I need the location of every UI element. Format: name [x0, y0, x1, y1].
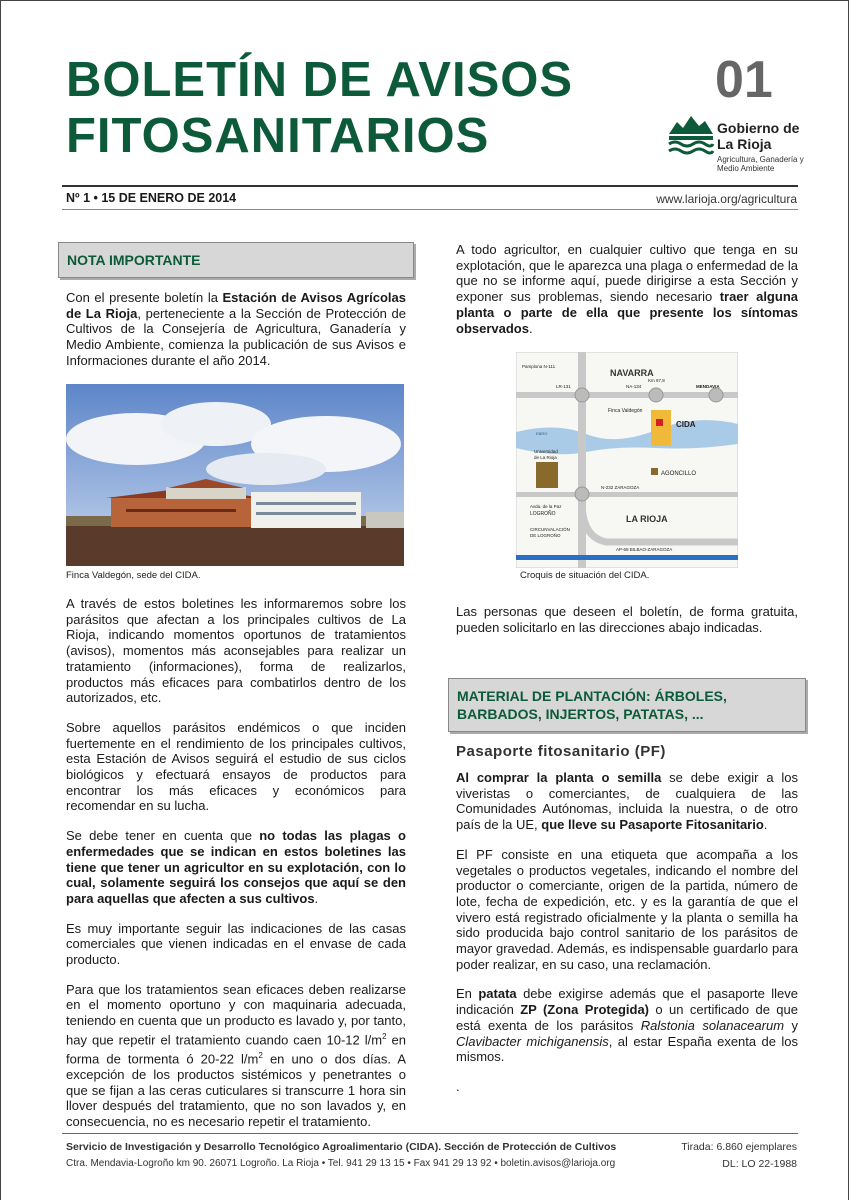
right-paragraph-5: En patata debe exigirse además que el pasaporte lleve indicación ZP (Zona Protegida) o un certificado de que está exenta de los parásitos Ralstonia solanacearum y Clavibacter michiganensis, al estar España exenta de los mismos. — [456, 986, 799, 1065]
right-intro — [456, 242, 798, 350]
title-line-2: FITOSANITARIOS — [66, 109, 490, 163]
header-divider — [62, 185, 798, 187]
bulletin-title — [66, 52, 573, 164]
cida-location-map — [516, 352, 738, 568]
left-paragraph-5: Para que los tratamientos sean eficaces deben realizarse en el momento oportuno y con maquinaria adecuada, teniendo en cuenta que un producto es lavado y, por tanto, hay que repetir el tratamiento cuando caen 10-12 $l/m^2$ en forma de tormenta ó 20-22 $l/m^2$ en uno o dos días. A excepción de los productos sistémicos y penetrantes o que se fijan a las ceras cuticulares si transcurre 1 hora sin llover después del tratamiento, que no son lavados y, en consecuencia, no es necesario repetir el tratamiento. — [66, 981, 406, 1130]
right-body — [456, 770, 798, 1109]
map-label-circunvalacion-2: DE LOGROÑO — [530, 533, 561, 538]
left-paragraph-1: A través de estos boletines les informaremos sobre los parásitos que afectan a los principales cultivos de La Rioja, indicando momentos oportunos de tratamientos (avisos), momentos más aconsejables para realizar un tratamiento (informaciones), forma de realizarlos, productos más eficaces para combatirlos dentro de los autorizados, etc. — [66, 596, 406, 706]
title-line-1: BOLETÍN DE AVISOS — [66, 53, 574, 107]
map-label-n232: N-232 ZARAGOZA — [601, 485, 640, 490]
right-paragraph-3: Al comprar la planta o semilla se debe exigir a los viveristas o comerciantes, de cualquiera de las Comunidades Autónomas, incluida la nuestra, o de otro país de la UE, que lleve su Pasaporte Fitosanitario. — [456, 770, 799, 833]
map-label-universidad-2: de La Rioja — [534, 455, 557, 460]
page-border-left — [0, 0, 1, 1200]
map-label-navarra: NAVARRA — [610, 368, 654, 378]
map-label-pamplona: Pamplona N-111 — [522, 364, 556, 369]
left-paragraph-2: Sobre aquellos parásitos endémicos o que inciden fuertemente en el rendimiento de los principales cultivos, esta Estación de Avisos seguirá el estudio de sus ciclos biológicos y efectuará ensayos de productos para encontrar los más eficaces y económicos para recomendar en su lucha. — [66, 719, 406, 814]
map-label-logrono: LOGROÑO — [530, 511, 556, 517]
right-trailing-dot: . — [456, 1078, 460, 1094]
map-label-mendavia: MENDAVIA — [696, 384, 720, 389]
footer-divider — [62, 1133, 798, 1134]
issue-number: 01 — [715, 51, 773, 109]
photo-caption: Finca Valdegón, sede del CIDA. — [66, 570, 201, 581]
website-link[interactable]: www.larioja.org/agricultura — [656, 192, 797, 206]
map-label-cida: CIDA — [676, 420, 696, 429]
left-paragraph-4: Es muy importante seguir las indicaciones de las casas comerciales que vienen indicadas en el envase de cada producto. — [66, 920, 406, 968]
logo-name: Gobierno de La Rioja — [717, 120, 800, 152]
issue-date-line: Nº 1 • 15 DE ENERO DE 2014 — [66, 191, 237, 205]
footer-service: Servicio de Investigación y Desarrollo Tecnológico Agroalimentario (CIDA). Sección de Protección de Cultivos — [66, 1141, 617, 1153]
map-label-circunvalacion-1: CIRCUNVALACIÓN — [530, 527, 570, 532]
logo-subtitle: Agricultura, Ganadería y Medio Ambiente — [717, 155, 804, 173]
intro-paragraph: Con el presente boletín la Estación de Avisos Agrícolas de La Rioja, perteneciente a la Sección de Protección de Cultivos de la Consejería de Agricultura, Ganadería y Medio Ambiente, comienza la publicación de sus Avisos e Informaciones durante el año 2014. — [66, 290, 406, 368]
left-body — [66, 596, 406, 1144]
right-paragraph-2: Las personas que deseen el boletín, de forma gratuita, pueden solicitarlo en las direcciones abajo indicadas. — [456, 604, 798, 635]
page-border-top — [0, 0, 849, 1]
map-label-km: Km 87,8 — [648, 378, 665, 383]
material-plantacion-heading: MATERIAL DE PLANTACIÓN: ÁRBOLES, BARBADOS, INJERTOS, PATATAS, ... — [448, 678, 806, 732]
header-divider-thin — [62, 209, 798, 210]
map-label-ebro: EBRO — [536, 431, 548, 436]
right-paragraph-4: El PF consiste en una etiqueta que acompaña a los vegetales o productos vegetales, indicando el nombre del productor o comerciante, origen de la partida, número de lote, fecha de expedición, etc. y es la garantía de que el vivero está registrado oficialmente y la planta o semilla ha sido producida bajo control sanitario de los parásitos de mayor gravedad. Además, es indispensable guardarlo para poder realizar, en su caso, una reclamación. — [456, 846, 798, 972]
left-paragraph-3: Se debe tener en cuenta que no todas las plagas o enfermedades que se indican en estos boletines las tiene que tener un agricultor en su explotación, con lo cual, solamente seguirá los consejos que aquí se den para aquellas que afecten a sus cultivos. — [66, 828, 406, 906]
map-label-la-rioja: LA RIOJA — [626, 514, 668, 524]
footer-contact: Ctra. Mendavia-Logroño km 90. 26071 Logroño. La Rioja • Tel. 941 29 13 15 • Fax 941 29 13 92 • boletin.avisos@larioja.org — [66, 1158, 616, 1169]
rioja-emblem-icon — [667, 112, 715, 160]
gobierno-la-rioja-logo — [667, 112, 804, 182]
map-caption: Croquis de situación del CIDA. — [520, 570, 650, 581]
map-label-universidad-1: Universidad — [534, 449, 558, 454]
map-label-agoncillo: AGONCILLO — [661, 471, 697, 477]
pasaporte-subheading: Pasaporte fitosanitario (PF) — [456, 743, 666, 760]
map-label-ap68: AP-68 BILBAO-ZARAGOZA — [616, 547, 673, 552]
footer-legal-deposit: DL: LO 22-1988 — [722, 1158, 797, 1170]
finca-valdegon-photo — [66, 384, 404, 566]
map-label-lr131: LR-131 — [556, 384, 571, 389]
nota-importante-heading: NOTA IMPORTANTE — [58, 242, 414, 278]
map-label-avda: Avda. de la Paz — [530, 504, 562, 509]
right-paragraph-1: A todo agricultor, en cualquier cultivo que tenga en su explotación, que le aparezca una plaga o enfermedad de la que no se informe aquí, puede dirigirse a esta Sección y exponer sus problemas, siendo necesario traer alguna planta o parte de ella que presente los síntomas observados. — [456, 242, 798, 336]
map-label-finca: Finca Valdegón — [608, 408, 643, 414]
right-subscribe — [456, 604, 798, 649]
footer-tirada: Tirada: 6.860 ejemplares — [681, 1141, 797, 1153]
map-label-na134: NA-134 — [626, 384, 642, 389]
